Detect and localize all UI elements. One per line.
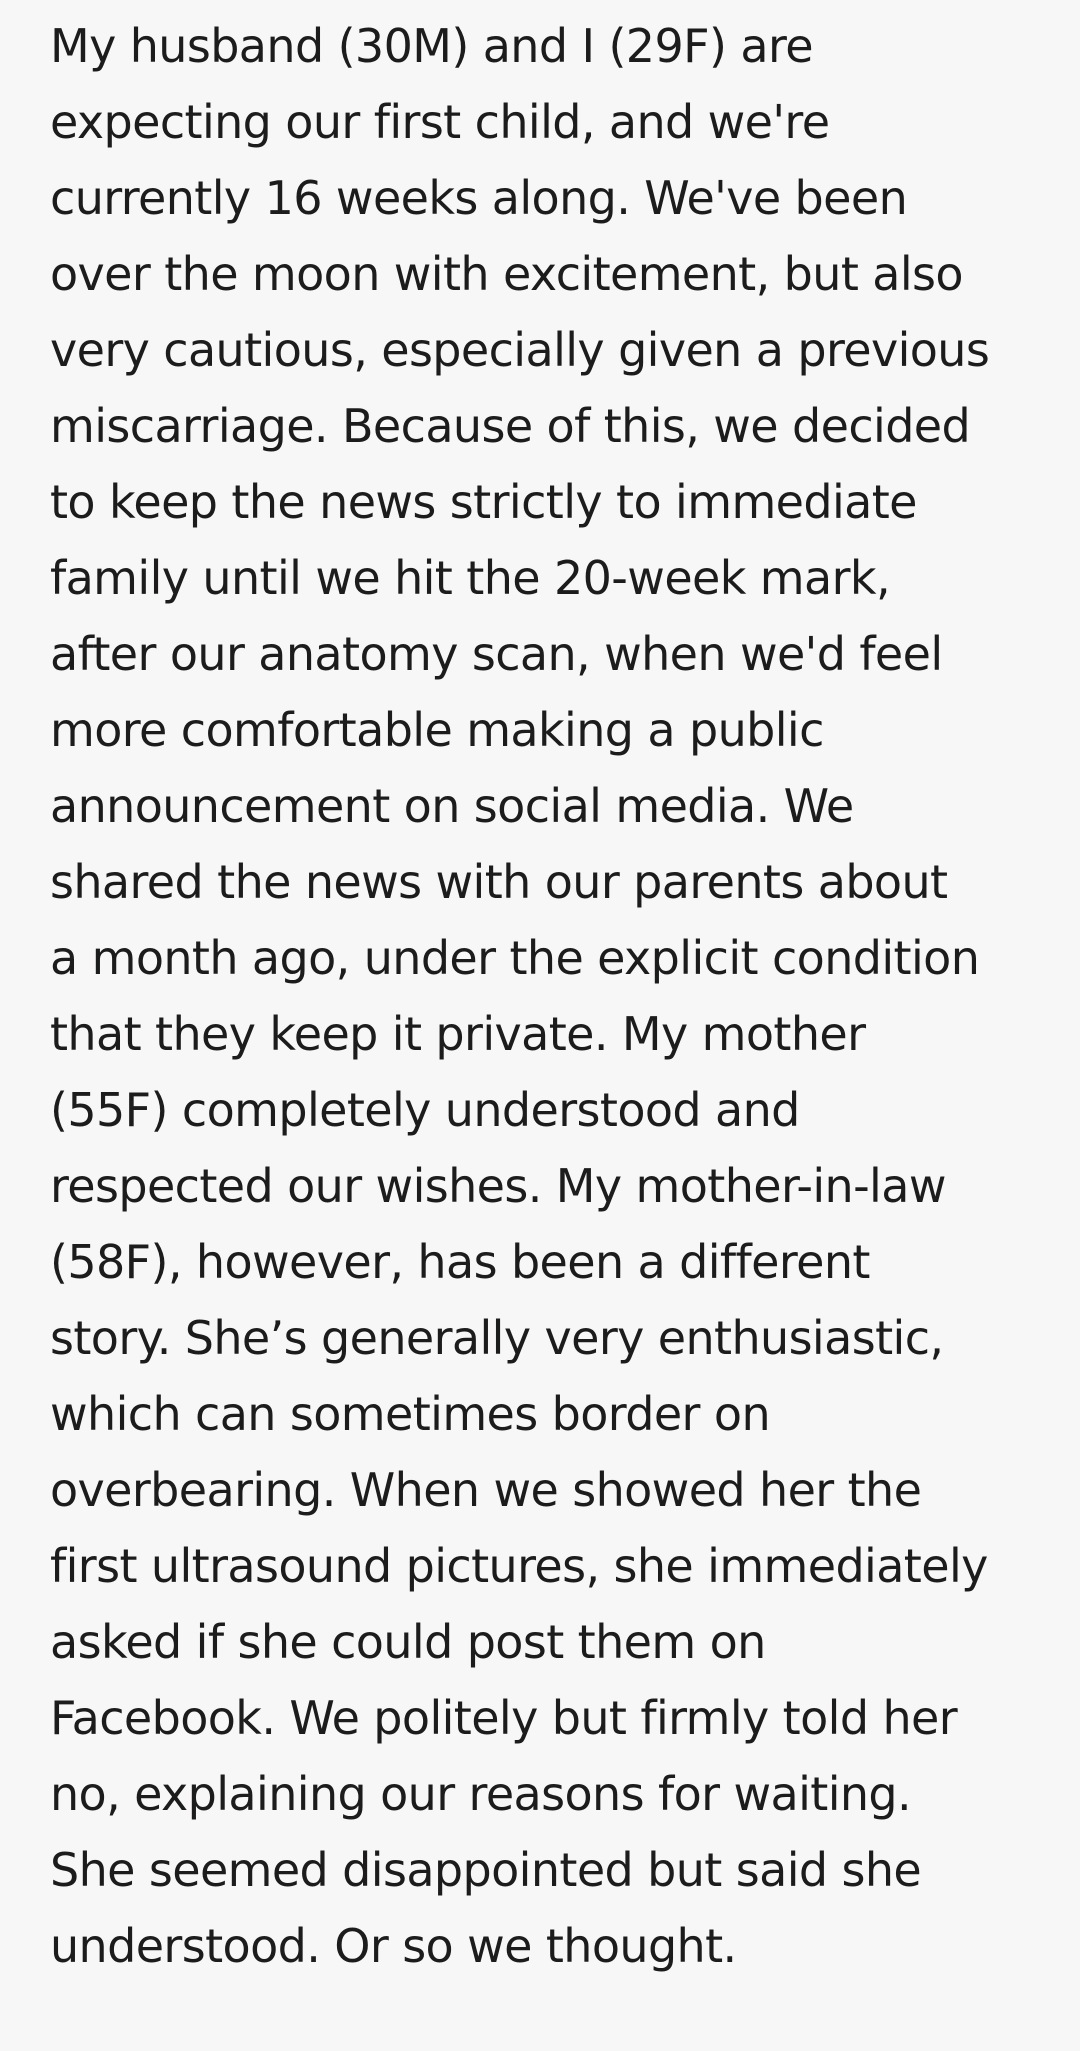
post-body-line: understood. Or so we thought. xyxy=(50,1919,737,1973)
post-body-line: expecting our first child, and we're xyxy=(50,95,830,149)
post-body-line: first ultrasound pictures, she immediately xyxy=(50,1539,988,1593)
post-body-line: (58F), however, has been a different xyxy=(50,1235,870,1289)
post-body-line: no, explaining our reasons for waiting. xyxy=(50,1767,912,1821)
post-body-line: Facebook. We politely but firmly told her xyxy=(50,1691,958,1745)
post-body-line: respected our wishes. My mother-in-law xyxy=(50,1159,946,1213)
post-body-line: that they keep it private. My mother xyxy=(50,1007,866,1061)
post-body-line: miscarriage. Because of this, we decided xyxy=(50,399,971,453)
post-body-line: overbearing. When we showed her the xyxy=(50,1463,922,1517)
post-body-line: more comfortable making a public xyxy=(50,703,824,757)
post-body-line: story. She’s generally very enthusiastic, xyxy=(50,1311,944,1365)
post-body-line: over the moon with excitement, but also xyxy=(50,247,963,301)
post-body-line: after our anatomy scan, when we'd feel xyxy=(50,627,943,681)
post-body-line: asked if she could post them on xyxy=(50,1615,766,1669)
post-body-line: (55F) completely understood and xyxy=(50,1083,800,1137)
post-body-line: currently 16 weeks along. We've been xyxy=(50,171,908,225)
post-body-line: family until we hit the 20-week mark, xyxy=(50,551,890,605)
post-body-line: a month ago, under the explicit condition xyxy=(50,931,980,985)
post-body xyxy=(50,8,1060,1984)
post-body-line: very cautious, especially given a previous xyxy=(50,323,990,377)
post-body-line: She seemed disappointed but said she xyxy=(50,1843,922,1897)
post-body-line: announcement on social media. We xyxy=(50,779,854,833)
post-body-line: to keep the news strictly to immediate xyxy=(50,475,917,529)
post-body-line: which can sometimes border on xyxy=(50,1387,770,1441)
post-body-line: My husband (30M) and I (29F) are xyxy=(50,19,813,73)
post-body-line: shared the news with our parents about xyxy=(50,855,948,909)
